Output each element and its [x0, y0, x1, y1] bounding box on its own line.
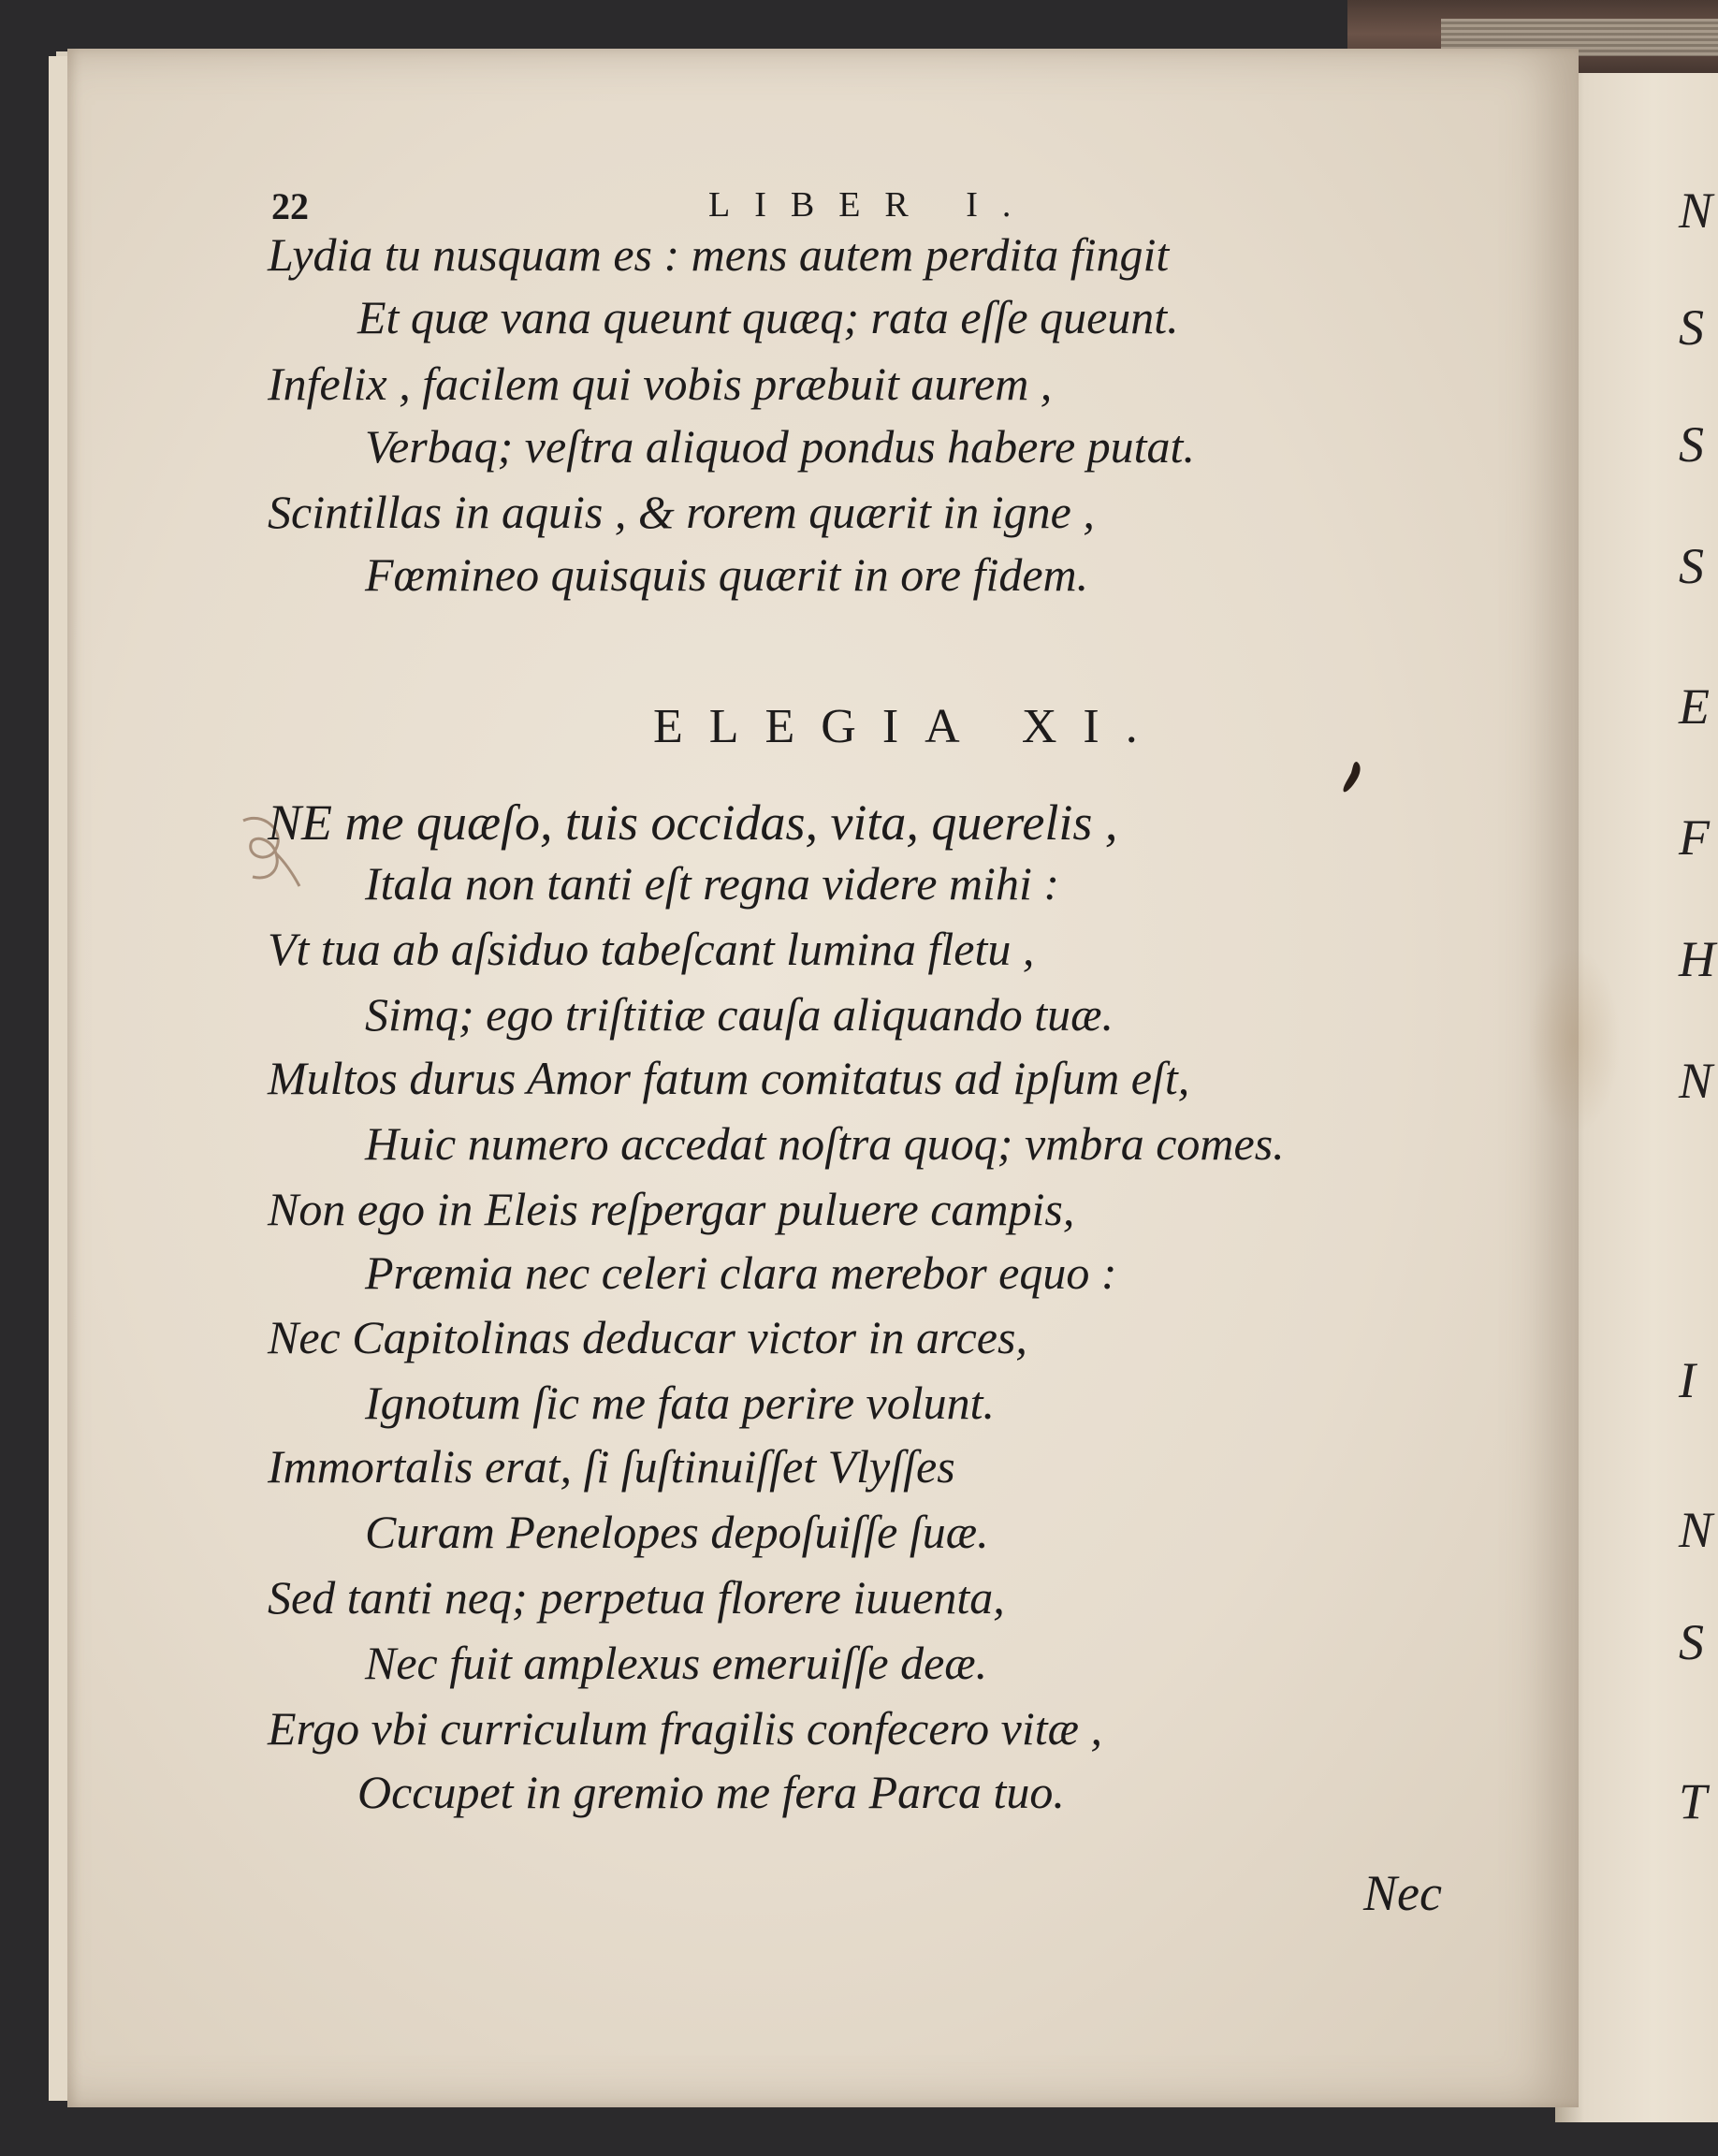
elegy-title: ELEGIA XI. — [653, 700, 1164, 753]
verse-line: Simq; ego triſtitiæ cauſa aliquando tuæ. — [365, 988, 1114, 1041]
verse-line: Verbaq; veſtra aliquod pondus habere putat. — [365, 420, 1195, 473]
verse-line: Fœmineo quisquis quærit in ore fidem. — [365, 548, 1089, 601]
running-head: LIBER I. — [708, 185, 1036, 225]
facing-letter: T — [1679, 1773, 1708, 1829]
facing-letter: S — [1679, 416, 1704, 473]
facing-letter: H — [1679, 931, 1715, 987]
book-page — [67, 49, 1579, 2107]
verse-line: Sed tanti neq; perpetua florere iuuenta, — [268, 1571, 1005, 1624]
verse-line: Scintillas in aquis , & rorem quærit in igne , — [268, 486, 1095, 538]
facing-letter: N — [1679, 1053, 1713, 1109]
verse-line: Ignotum ſic me fata perire volunt. — [365, 1377, 996, 1429]
verse-line: Vt tua ab aſsiduo tabeſcant lumina fletu , — [268, 923, 1035, 975]
facing-letter: N — [1679, 182, 1713, 239]
verse-line: Præmia nec celeri clara merebor equo : — [365, 1246, 1117, 1299]
paper-stain — [1527, 947, 1621, 1134]
verse-line: Et quæ vana queunt quæq; rata eſſe queunt. — [357, 291, 1179, 343]
facing-letter: N — [1679, 1502, 1713, 1558]
verse-line: Immortalis erat, ſi ſuſtinuiſſet Vlyſſes — [268, 1440, 955, 1493]
verse-line: Lydia tu nusquam es : mens autem perdita fingit — [268, 228, 1170, 281]
facing-letter: S — [1679, 299, 1704, 356]
facing-letter: S — [1679, 1614, 1704, 1670]
verse-line: Nec fuit amplexus emeruiſſe deæ. — [365, 1637, 988, 1689]
facing-letter: E — [1679, 678, 1710, 735]
verse-line: Itala non tanti eſt regna videre mihi : — [365, 857, 1059, 910]
facing-letter: I — [1679, 1352, 1696, 1408]
ink-blot-icon — [1340, 760, 1366, 797]
verse-line: Occupet in gremio me fera Parca tuo. — [357, 1766, 1065, 1818]
catchword: Nec — [1363, 1865, 1442, 1921]
verse-line-first: NE me quæſo, tuis occidas, vita, querelis , — [268, 794, 1118, 851]
verse-line: Infelix , facilem qui vobis præbuit aurem , — [268, 357, 1053, 410]
verse-line: Huic numero accedat noſtra quoq; vmbra comes. — [365, 1117, 1285, 1170]
verse-line: Nec Capitolinas deducar victor in arces, — [268, 1311, 1027, 1363]
verse-line: Curam Penelopes depoſuiſſe ſuæ. — [365, 1506, 989, 1558]
facing-letter: S — [1679, 538, 1704, 594]
verse-line: Ergo vbi curriculum fragilis confecero vitæ , — [268, 1702, 1102, 1755]
verse-line: Non ego in Eleis reſpergar puluere campis, — [268, 1183, 1075, 1235]
page-number: 22 — [271, 185, 309, 227]
facing-letter: F — [1679, 809, 1710, 866]
verse-line: Multos durus Amor fatum comitatus ad ipſum eſt, — [268, 1052, 1190, 1104]
